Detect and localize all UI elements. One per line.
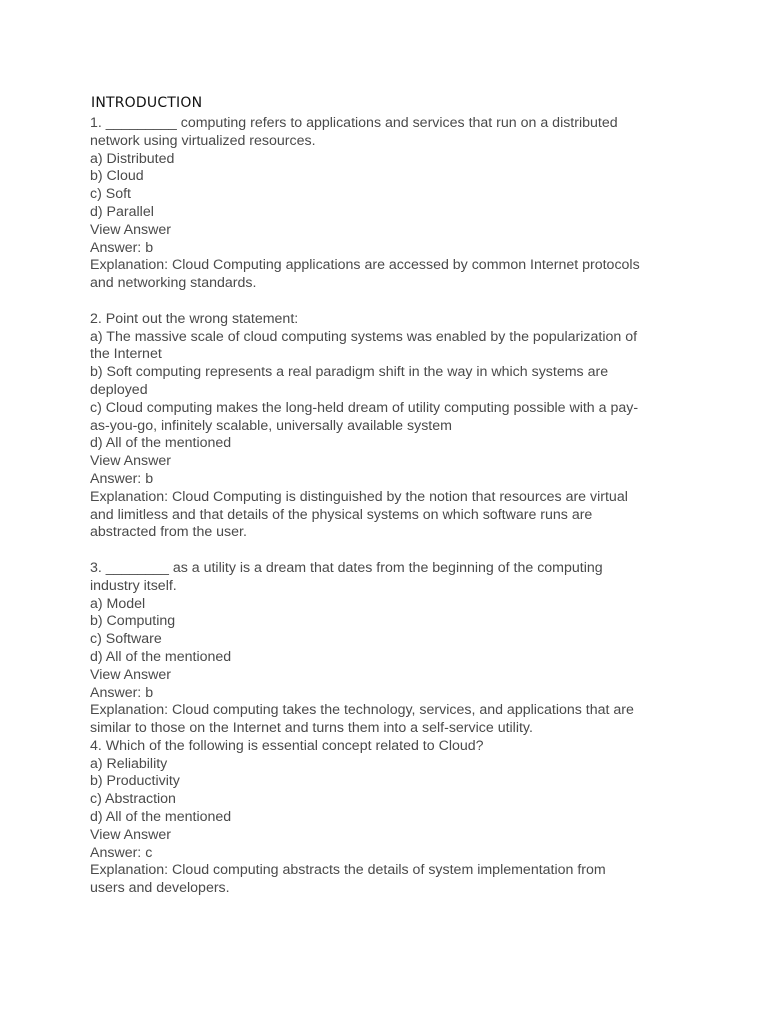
question-2-answer: Answer: b xyxy=(90,470,154,487)
question-3-option-c: c) Software xyxy=(90,631,162,648)
question-2-option-a-1: a) The massive scale of cloud computing systems was enabled by the popularization of xyxy=(90,328,638,345)
question-3-option-d: d) All of the mentioned xyxy=(90,648,232,665)
spacer xyxy=(90,542,690,560)
question-2-option-d: d) All of the mentioned xyxy=(90,435,232,452)
question-3-line-1: 3. ________ as a utility is a dream that dates from the beginning of the computing xyxy=(90,559,603,576)
spacer xyxy=(90,293,690,311)
question-2-explanation-3: abstracted from the user. xyxy=(90,524,247,541)
question-4-option-a: a) Reliability xyxy=(90,755,168,772)
question-2-line-1: 2. Point out the wrong statement: xyxy=(90,310,299,327)
question-3-option-a: a) Model xyxy=(90,595,146,612)
question-4-option-c: c) Abstraction xyxy=(90,791,176,808)
question-4-explanation-2: users and developers. xyxy=(90,880,230,897)
page-title: INTRODUCTION xyxy=(91,95,203,111)
question-2-option-b-2: deployed xyxy=(90,381,148,398)
question-1-line-2: network using virtualized resources. xyxy=(90,132,316,149)
question-2-view-answer: View Answer xyxy=(90,453,171,470)
question-4-explanation-1: Explanation: Cloud computing abstracts the details of system implementation from xyxy=(90,862,606,879)
question-3-option-b: b) Computing xyxy=(90,613,176,630)
question-4-option-b: b) Productivity xyxy=(90,773,180,790)
question-1-option-a: a) Distributed xyxy=(90,150,175,167)
question-4-line-1: 4. Which of the following is essential concept related to Cloud? xyxy=(90,737,484,754)
question-2-option-c-1: c) Cloud computing makes the long-held dream of utility computing possible with a pay- xyxy=(90,399,639,416)
question-1-option-d: d) Parallel xyxy=(90,203,154,220)
question-3-view-answer: View Answer xyxy=(90,666,171,683)
question-1-option-c: c) Soft xyxy=(90,186,131,203)
question-1-option-b: b) Cloud xyxy=(90,168,144,185)
question-2-explanation-1: Explanation: Cloud Computing is distinguished by the notion that resources are virtual xyxy=(90,488,628,505)
question-4-answer: Answer: c xyxy=(90,844,153,861)
question-2-option-b-1: b) Soft computing represents a real paradigm shift in the way in which systems are xyxy=(90,364,609,381)
question-1-explanation-2: and networking standards. xyxy=(90,275,257,292)
question-2-option-c-2: as-you-go, infinitely scalable, universally available system xyxy=(90,417,452,434)
question-3-line-2: industry itself. xyxy=(90,577,177,594)
question-4-view-answer: View Answer xyxy=(90,826,171,843)
question-1-line-1: 1. _________ computing refers to applications and services that run on a distributed xyxy=(90,115,618,131)
question-2-option-a-2: the Internet xyxy=(90,346,162,363)
document-body xyxy=(90,115,690,898)
question-1-view-answer: View Answer xyxy=(90,221,171,238)
question-1-answer: Answer: b xyxy=(90,239,154,256)
question-3-explanation-1: Explanation: Cloud computing takes the technology, services, and applications that are xyxy=(90,702,634,719)
question-2-explanation-2: and limitless and that details of the physical systems on which software runs are xyxy=(90,506,593,523)
question-4-option-d: d) All of the mentioned xyxy=(90,809,232,826)
question-1-explanation-1: Explanation: Cloud Computing applications are accessed by common Internet protocols xyxy=(90,257,640,274)
question-3-answer: Answer: b xyxy=(90,684,154,701)
question-3-explanation-2: similar to those on the Internet and turns them into a self-service utility. xyxy=(90,720,533,737)
